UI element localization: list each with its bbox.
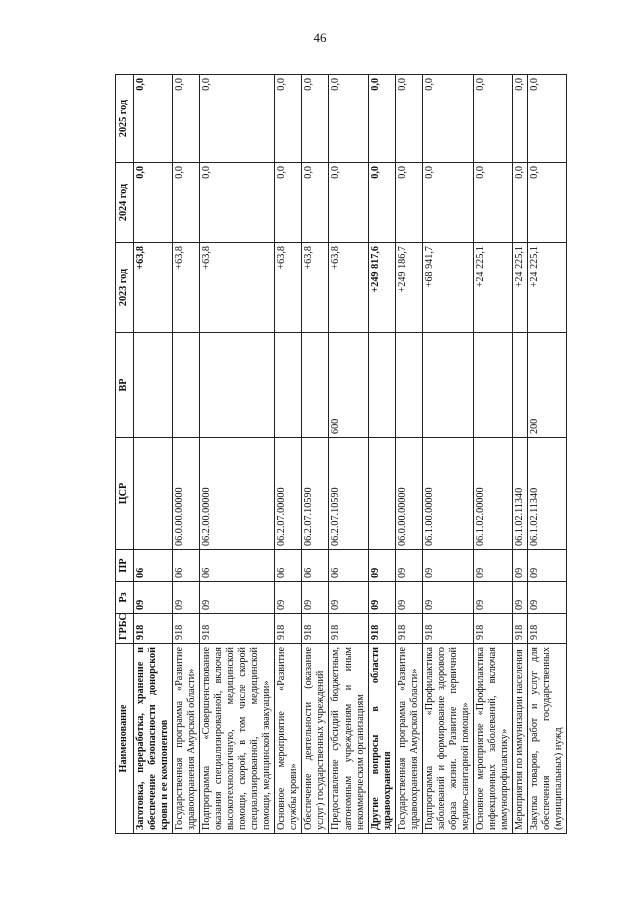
row-grbs: 918 [527,614,566,644]
row-rz: 09 [134,582,173,614]
row-name: Подпрограмма «Профилактика заболеваний и формирование здорового образа жизни. Развитие первичной медико-санитарной помощи» [422,644,473,834]
row-grbs: 918 [422,614,473,644]
row-name: Основное мероприятие «Профилактика инфекционных заболеваний, включая иммунопрофилактику» [473,644,512,834]
row-2025: 0,0 [512,75,527,163]
row-2023: +24 225,1 [512,243,527,333]
row-2024: 0,0 [422,163,473,243]
row-grbs: 918 [173,614,200,644]
row-csr: 06.1.02.11340 [512,438,527,550]
table-row [134,75,173,834]
row-vr: 600 [329,333,368,438]
row-pr: 09 [395,550,422,582]
row-rz: 09 [368,582,395,614]
row-vr [395,333,422,438]
row-pr: 06 [134,550,173,582]
row-vr [275,333,302,438]
row-rz: 09 [473,582,512,614]
row-grbs: 918 [368,614,395,644]
row-rz: 09 [275,582,302,614]
row-grbs: 918 [329,614,368,644]
row-rz: 09 [527,582,566,614]
header-2024: 2024 год [116,163,134,243]
row-name: Государственная программа «Развитие здравоохранения Амурской области» [173,644,200,834]
rotated-table-container [115,75,564,834]
table-row [200,75,275,834]
row-2024: 0,0 [368,163,395,243]
row-csr: 06.2.07.10590 [302,438,329,550]
row-2025: 0,0 [422,75,473,163]
row-2025: 0,0 [329,75,368,163]
row-2025: 0,0 [368,75,395,163]
row-2023: +63,8 [275,243,302,333]
row-2024: 0,0 [395,163,422,243]
header-2025: 2025 год [116,75,134,163]
row-rz: 09 [302,582,329,614]
row-2025: 0,0 [527,75,566,163]
row-csr: 06.1.00.00000 [422,438,473,550]
row-pr: 09 [527,550,566,582]
row-2023: +68 941,7 [422,243,473,333]
row-grbs: 918 [200,614,275,644]
row-vr [512,333,527,438]
row-2023: +63,8 [302,243,329,333]
row-2023: +249 186,7 [395,243,422,333]
row-name: Государственная программа «Развитие здравоохранения Амурской области» [395,644,422,834]
row-pr: 09 [473,550,512,582]
row-2024: 0,0 [173,163,200,243]
row-2023: +249 817,6 [368,243,395,333]
row-pr: 06 [329,550,368,582]
row-grbs: 918 [134,614,173,644]
header-csr: ЦСР [116,438,134,550]
row-2025: 0,0 [302,75,329,163]
row-grbs: 918 [302,614,329,644]
row-csr: 06.1.02.11340 [527,438,566,550]
row-vr [302,333,329,438]
row-name: Закупка товаров, работ и услуг для обеспечения государственных (муниципальных) нужд [527,644,566,834]
table-row [422,75,473,834]
row-vr [473,333,512,438]
row-2024: 0,0 [473,163,512,243]
page-number: 46 [313,30,327,45]
row-2024: 0,0 [329,163,368,243]
row-pr: 09 [512,550,527,582]
row-pr: 09 [368,550,395,582]
table-row [395,75,422,834]
row-rz: 09 [200,582,275,614]
row-grbs: 918 [473,614,512,644]
row-2024: 0,0 [275,163,302,243]
row-2023: +63,8 [134,243,173,333]
row-vr [368,333,395,438]
row-csr: 06.2.00.00000 [200,438,275,550]
row-csr: 06.2.07.00000 [275,438,302,550]
header-grbs: ГРБС [116,614,134,644]
row-rz: 09 [173,582,200,614]
row-2023: +63,8 [173,243,200,333]
row-2024: 0,0 [302,163,329,243]
row-name: Другие вопросы в области здравоохранения [368,644,395,834]
row-2024: 0,0 [134,163,173,243]
row-2024: 0,0 [512,163,527,243]
table-body [134,75,567,834]
row-2024: 0,0 [527,163,566,243]
row-csr: 06.2.07.10590 [329,438,368,550]
table-row [368,75,395,834]
row-pr: 09 [422,550,473,582]
table-row [329,75,368,834]
row-vr [134,333,173,438]
row-vr [422,333,473,438]
row-name: Предоставление субсидий бюджетным, автономным учреждениям и иным некоммерческим организациям [329,644,368,834]
row-grbs: 918 [512,614,527,644]
row-pr: 06 [173,550,200,582]
row-2025: 0,0 [473,75,512,163]
row-csr: 06.0.00.00000 [173,438,200,550]
row-2024: 0,0 [200,163,275,243]
row-name: Обеспечение деятельности (оказание услуг) государственных учреждений [302,644,329,834]
row-pr: 06 [275,550,302,582]
row-csr [134,438,173,550]
row-grbs: 918 [395,614,422,644]
header-vr: ВР [116,333,134,438]
row-csr [368,438,395,550]
table-row [275,75,302,834]
header-row [116,75,134,834]
row-rz: 09 [395,582,422,614]
row-csr: 06.1.02.00000 [473,438,512,550]
row-vr: 200 [527,333,566,438]
row-rz: 09 [422,582,473,614]
row-2025: 0,0 [173,75,200,163]
row-vr [200,333,275,438]
row-2023: +24 225,1 [527,243,566,333]
row-2023: +63,8 [329,243,368,333]
row-2023: +63,8 [200,243,275,333]
row-2025: 0,0 [275,75,302,163]
header-2023: 2023 год [116,243,134,333]
header-rz: Рз [116,582,134,614]
row-name: Мероприятия по иммунизации населения [512,644,527,834]
row-2025: 0,0 [200,75,275,163]
table-row [473,75,512,834]
row-2025: 0,0 [395,75,422,163]
row-name: Основное мероприятие «Развитие службы крови» [275,644,302,834]
row-rz: 09 [329,582,368,614]
row-pr: 06 [302,550,329,582]
row-grbs: 918 [275,614,302,644]
row-2023: +24 225,1 [473,243,512,333]
row-csr: 06.0.00.00000 [395,438,422,550]
table-row [173,75,200,834]
row-rz: 09 [512,582,527,614]
row-vr [173,333,200,438]
table-row [527,75,566,834]
row-2025: 0,0 [134,75,173,163]
header-name: Наименование [116,644,134,834]
row-name: Заготовка, переработка, хранение и обеспечение безопасности донорской крови и ее компонентов [134,644,173,834]
table-row [302,75,329,834]
header-pr: ПР [116,550,134,582]
budget-table [115,74,567,834]
table-row [512,75,527,834]
row-pr: 06 [200,550,275,582]
row-name: Подпрограмма «Совершенствование оказания специализированной, включая высокотехнологичную, медицинской помощи, скорой, в том числе скорой специализированной, медицинской помощи, медицинской эвакуации» [200,644,275,834]
